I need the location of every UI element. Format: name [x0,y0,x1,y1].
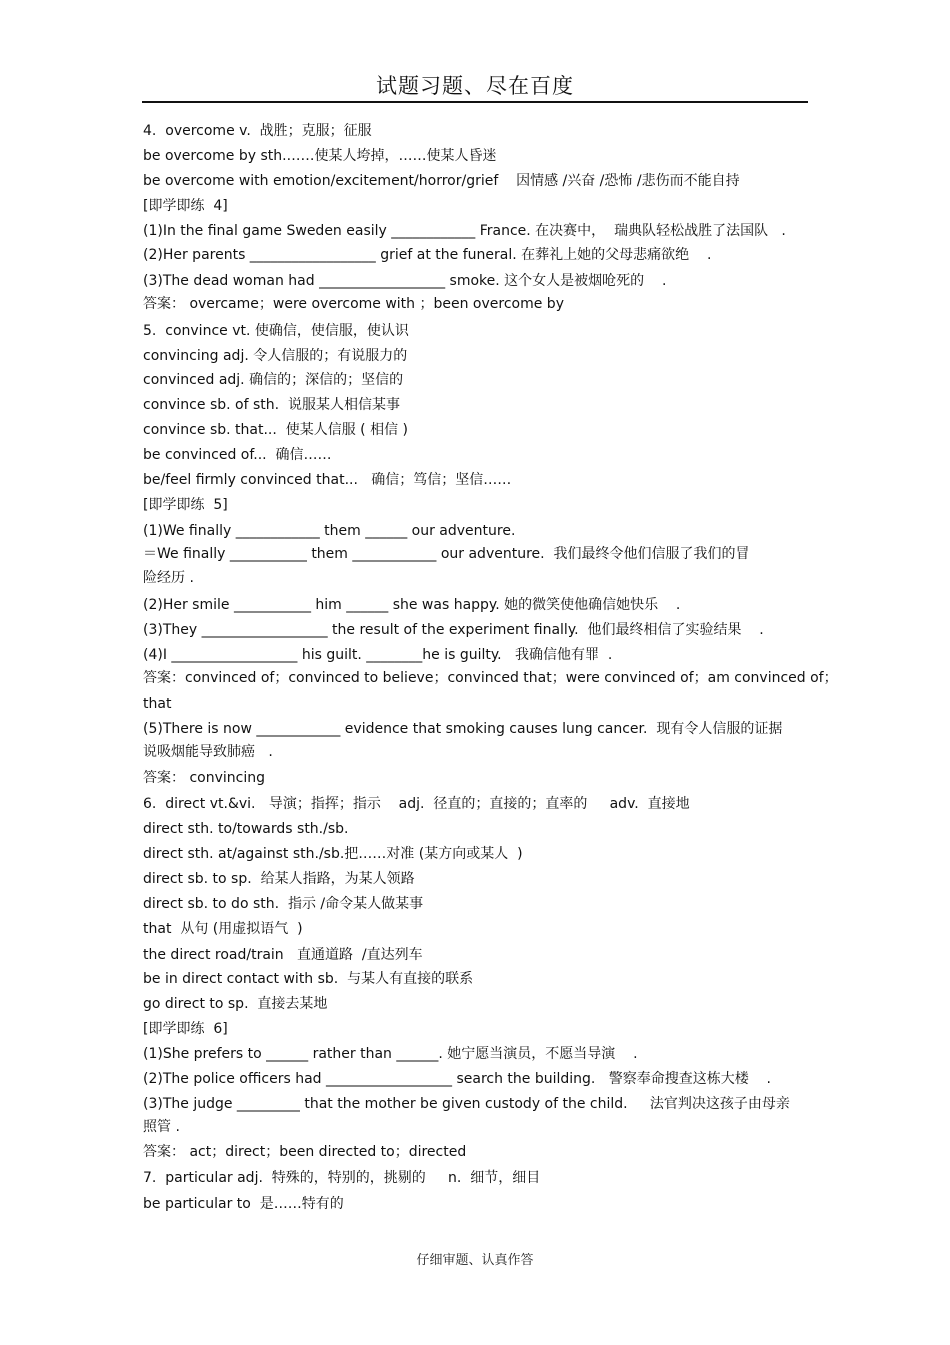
text-line: direct sth. to/towards sth./sb. [143,821,349,837]
text-line: (4)I __________________ his guilt. ________he is guilty. 我确信他有罪 . [143,647,613,663]
text-line: be overcome by sth.……使某人垮掉，……使某人昏迷 [143,148,497,164]
text-line: (2)Her smile ___________ him ______ she was happy. 她的微笑使他确信她快乐 . [143,597,681,613]
text-line: be convinced of... 确信…… [143,447,332,463]
text-line: be overcome with emotion/excitement/horror/grief 因情感 /兴奋 /恐怖 /悲伤而不能自持 [143,173,740,189]
answer-line: 答案： act；direct；been directed to；directed [143,1144,467,1160]
text-line: [即学即练 4] [143,198,228,214]
text-line: 照管 . [143,1119,180,1135]
text-line: 4. overcome v. 战胜；克服；征服 [143,123,372,139]
text-line: that [143,696,172,712]
text-line: 说吸烟能导致肺癌 . [143,744,273,760]
page-footer: 仔细审题、认真作答 [416,1253,534,1268]
text-line: direct sb. to do sth. 指示 /命令某人做某事 [143,896,424,912]
header-rule [142,101,808,103]
text-line: direct sth. at/against sth./sb.把……对准 (某方向或某人 ) [143,846,523,862]
text-line: (1)In the final game Sweden easily ____________ France. 在决赛中， 瑞典队轻松战胜了法国队 . [143,223,786,239]
text-line: (3)The judge _________ that the mother be given custody of the child. 法官判决这孩子由母亲 [143,1096,790,1112]
text-line: [即学即练 5] [143,497,228,513]
text-line: be in direct contact with sb. 与某人有直接的联系 [143,971,474,987]
answer-line: 答案： overcame；were overcome with ；been overcome by [143,296,564,312]
text-line: 险经历 . [143,570,194,586]
text-line: ＝We finally ___________ them ____________ our adventure. 我们最终令他们信服了我们的冒 [143,546,750,562]
text-line: convince sb. that... 使某人信服 ( 相信 ) [143,422,408,438]
text-line: that 从句 (用虚拟语气 ) [143,921,303,937]
text-line: (2)The police officers had __________________ search the building. 警察奉命搜查这栋大楼 . [143,1071,771,1087]
text-line: the direct road/train 直通道路 /直达列车 [143,947,423,963]
answer-line: 答案：convinced of；convinced to believe；convinced that；were convinced of；am convinced of； [143,670,838,686]
answer-line: 答案： convincing [143,770,265,786]
text-line: (3)The dead woman had __________________ smoke. 这个女人是被烟呛死的 . [143,273,667,289]
text-line: direct sb. to sp. 给某人指路，为某人领路 [143,871,415,887]
text-line: (1)We finally ____________ them ______ our adventure. [143,523,516,539]
text-line: go direct to sp. 直接去某地 [143,996,328,1012]
text-line: be particular to 是……特有的 [143,1196,344,1212]
text-line: 6. direct vt.&vi. 导演；指挥；指示 adj. 径直的；直接的；直率的 adv. 直接地 [143,796,690,812]
text-line: (3)They __________________ the result of the experiment finally. 他们最终相信了实验结果 . [143,622,764,638]
text-line: [即学即练 6] [143,1021,228,1037]
text-line: be/feel firmly convinced that... 确信；笃信；坚信…… [143,472,512,488]
text-line: convince sb. of sth. 说服某人相信某事 [143,397,400,413]
text-line: (1)She prefers to ______ rather than ______. 她宁愿当演员，不愿当导演 . [143,1046,638,1062]
text-line: (2)Her parents __________________ grief at the funeral. 在葬礼上她的父母悲痛欲绝 . [143,247,712,263]
text-line: convinced adj. 确信的；深信的；坚信的 [143,372,404,388]
text-line: convincing adj. 令人信服的；有说服力的 [143,348,408,364]
text-line: (5)There is now ____________ evidence that smoking causes lung cancer. 现有令人信服的证据 [143,721,783,737]
text-line: 7. particular adj. 特殊的，特别的，挑剔的 n. 细节，细目 [143,1170,541,1186]
page-header-title: 试题习题、尽在百度 [376,74,574,98]
text-line: 5. convince vt. 使确信，使信服，使认识 [143,323,409,339]
